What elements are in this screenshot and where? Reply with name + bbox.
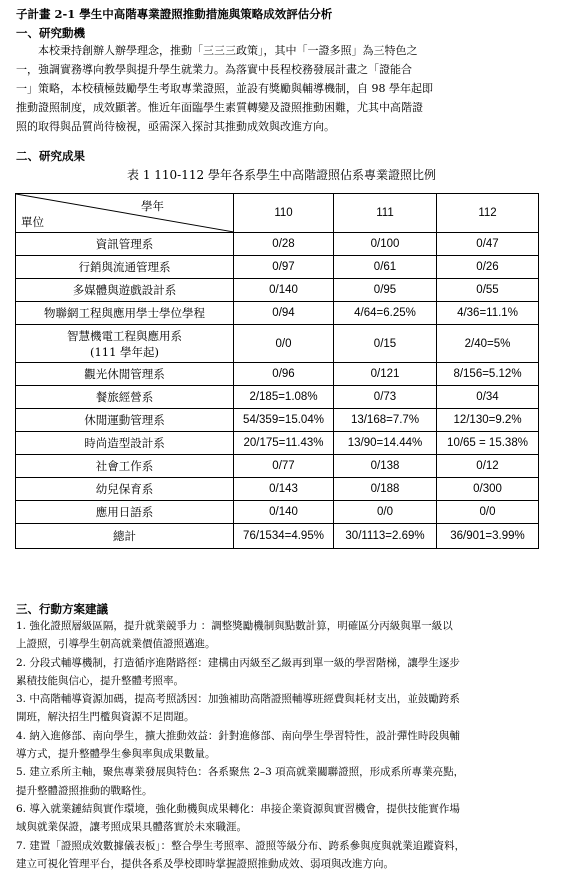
unit-note: (111 學年起) (89, 344, 160, 359)
table-row (16, 302, 539, 325)
unit-name: 觀光休閒管理系 (84, 367, 165, 381)
paragraph-line: 一」策略，本校積極鼓勵學生考取專業證照，並設有獎勵與輔導機制，自 98 學年起即 (16, 82, 433, 95)
certificate-ratio-table (15, 193, 539, 549)
unit-name: 社會工作系 (95, 459, 154, 473)
unit-cell (16, 455, 234, 478)
value-cell: 0/0 (234, 325, 334, 363)
paragraph-line: 一，強調實務導向教學與提升學生就業力。為落實中長程校務發展計畫之「證能合 (16, 63, 412, 76)
value-cell: 0/95 (334, 279, 437, 302)
table-row (16, 432, 539, 455)
action-line: 開班，解決招生門檻與資源不足問題。 (16, 711, 195, 724)
table-row (16, 386, 539, 409)
value-cell: 2/185=1.08% (234, 386, 334, 409)
action-line: 提升整體證照推動的戰略性。 (16, 784, 153, 797)
value-cell: 4/64=6.25% (334, 302, 437, 325)
unit-name: 多媒體與遊戲設計系 (72, 283, 177, 297)
section-heading-motivation: 一、研究動機 (16, 26, 85, 40)
value-cell: 0/77 (234, 455, 334, 478)
action-line: 5. 建立系所主軸，聚焦專業發展與特色：各系聚焦 2–3 項高就業關聯證照，形成系所專業亮點， (16, 766, 465, 779)
value-cell: 12/130=9.2% (437, 409, 539, 432)
value-cell: 0/47 (437, 233, 539, 256)
value-cell: 0/121 (334, 363, 437, 386)
unit-name: 行銷與流通管理系 (78, 260, 171, 274)
value-cell: 0/15 (334, 325, 437, 363)
action-line: 2. 分段式輔導機制，打造循序進階路徑：建構由丙級至乙級再到單一級的學習階梯，讓學生逐步 (16, 656, 460, 669)
value-cell: 0/26 (437, 256, 539, 279)
action-line: 4. 納入進修部、南向學生，擴大推動效益：針對進修部、南向學生學習特性，設計彈性時段與輔 (16, 729, 460, 742)
value-cell: 10/65 = 15.38% (437, 432, 539, 455)
unit-name: 時尚造型設計系 (84, 436, 165, 450)
value-cell: 0/61 (334, 256, 437, 279)
diagonal-line (16, 194, 234, 232)
unit-cell (16, 363, 234, 386)
action-line: 建立可視化管理平台，提供各系及學校即時掌握證照推動成效、弱項與改進方向。 (16, 857, 394, 870)
value-cell: 0/0 (334, 501, 437, 524)
value-cell: 30/1113=2.69% (334, 524, 437, 549)
unit-name: 幼兒保育系 (95, 482, 154, 496)
value-cell: 0/73 (334, 386, 437, 409)
value-cell: 0/138 (334, 455, 437, 478)
unit-cell (16, 325, 234, 363)
document-title: 子計畫 2-1 學生中高階專業證照推動措施與策略成效評估分析 (16, 7, 333, 21)
paragraph-line: 本校秉持創辦人辦學理念，推動「三三三政策」，其中「一證多照」為三特色之 (16, 44, 418, 57)
value-cell: 13/90=14.44% (334, 432, 437, 455)
unit-name: 智慧機電工程與應用系 (67, 328, 182, 343)
unit-cell (16, 432, 234, 455)
table-row (16, 363, 539, 386)
paragraph-line: 推動證照制度，成效顯著。惟近年面臨學生素質轉變及證照推動困難，尤其中高階證 (16, 101, 423, 114)
value-cell: 0/100 (334, 233, 437, 256)
value-cell: 0/140 (234, 279, 334, 302)
section-heading-results: 二、研究成果 (16, 149, 85, 163)
action-list (16, 617, 551, 873)
value-cell: 0/300 (437, 478, 539, 501)
table-row (16, 409, 539, 432)
table-row (16, 501, 539, 524)
table-row (16, 455, 539, 478)
value-cell: 54/359=15.04% (234, 409, 334, 432)
value-cell: 0/0 (437, 501, 539, 524)
value-cell: 76/1534=4.95% (234, 524, 334, 549)
table-row (16, 524, 539, 549)
action-line: 3. 中高階輔導資源加碼，提高考照誘因：加強補助高階證照輔導班經費與耗材支出，並鼓勵跨系 (16, 693, 460, 706)
value-cell: 4/36=11.1% (437, 302, 539, 325)
unit-cell (16, 279, 234, 302)
value-cell: 0/12 (437, 455, 539, 478)
table-header-row (16, 194, 539, 233)
value-cell: 0/188 (334, 478, 437, 501)
value-cell: 2/40=5% (437, 325, 539, 363)
action-line: 1. 強化證照層級區隔，提升就業競爭力 ：調整獎勵機制與點數計算，明確區分丙級與單一級以 (16, 620, 453, 632)
value-cell: 0/97 (234, 256, 334, 279)
value-cell: 13/168=7.7% (334, 409, 437, 432)
value-cell: 0/34 (437, 386, 539, 409)
value-cell: 20/175=11.43% (234, 432, 334, 455)
column-header: 112 (437, 194, 539, 233)
section-heading-actions: 三、行動方案建議 (16, 602, 108, 616)
header-year-label: 學年 (141, 199, 164, 213)
unit-cell (16, 524, 234, 549)
table-row (16, 233, 539, 256)
motivation-paragraph (16, 41, 551, 136)
action-line: 域與就業保證，讓考照成果具體落實於未來職涯。 (16, 821, 247, 834)
value-cell: 0/55 (437, 279, 539, 302)
value-cell: 0/28 (234, 233, 334, 256)
unit-cell (16, 409, 234, 432)
action-line: 累積技能與信心，提升整體考照率。 (16, 674, 184, 687)
unit-cell (16, 233, 234, 256)
action-line: 7. 建置「證照成效數據儀表板」：整合學生考照率、證照等級分布、跨系參與度與就業追蹤資料， (16, 839, 466, 852)
action-line: 上證照，引導學生朝高就業價值證照邁進。 (16, 638, 216, 651)
table-row (16, 256, 539, 279)
unit-name: 總計 (113, 529, 136, 543)
unit-name: 應用日語系 (95, 505, 154, 519)
table-row (16, 325, 539, 363)
value-cell: 0/140 (234, 501, 334, 524)
action-line: 導方式，提升整體學生參與率與成果數量。 (16, 748, 216, 761)
paragraph-line: 照的取得與品質尚待檢視，亟需深入探討其推動成效與改進方向。 (16, 120, 335, 133)
unit-name: 資訊管理系 (95, 237, 154, 251)
header-diagonal-cell (16, 194, 234, 233)
table-row (16, 478, 539, 501)
unit-cell (16, 386, 234, 409)
table-caption: 表 1 110-112 學年各系學生中高階證照佔系專業證照比例 (127, 168, 436, 182)
unit-cell (16, 256, 234, 279)
column-header: 110 (234, 194, 334, 233)
value-cell: 36/901=3.99% (437, 524, 539, 549)
unit-cell (16, 302, 234, 325)
unit-name: 休閒運動管理系 (84, 413, 165, 427)
unit-name: 餐旅經營系 (95, 390, 154, 404)
column-header: 111 (334, 194, 437, 233)
unit-cell (16, 501, 234, 524)
table-row (16, 279, 539, 302)
value-cell: 0/96 (234, 363, 334, 386)
value-cell: 8/156=5.12% (437, 363, 539, 386)
action-line: 6. 導入就業鏈結與實作環境，強化動機與成果轉化：串接企業資源與實習機會，提供技能實作場 (16, 802, 460, 815)
unit-cell (16, 478, 234, 501)
value-cell: 0/94 (234, 302, 334, 325)
header-unit-label: 單位 (21, 215, 44, 229)
unit-name: 物聯網工程與應用學士學位學程 (44, 306, 205, 320)
value-cell: 0/143 (234, 478, 334, 501)
